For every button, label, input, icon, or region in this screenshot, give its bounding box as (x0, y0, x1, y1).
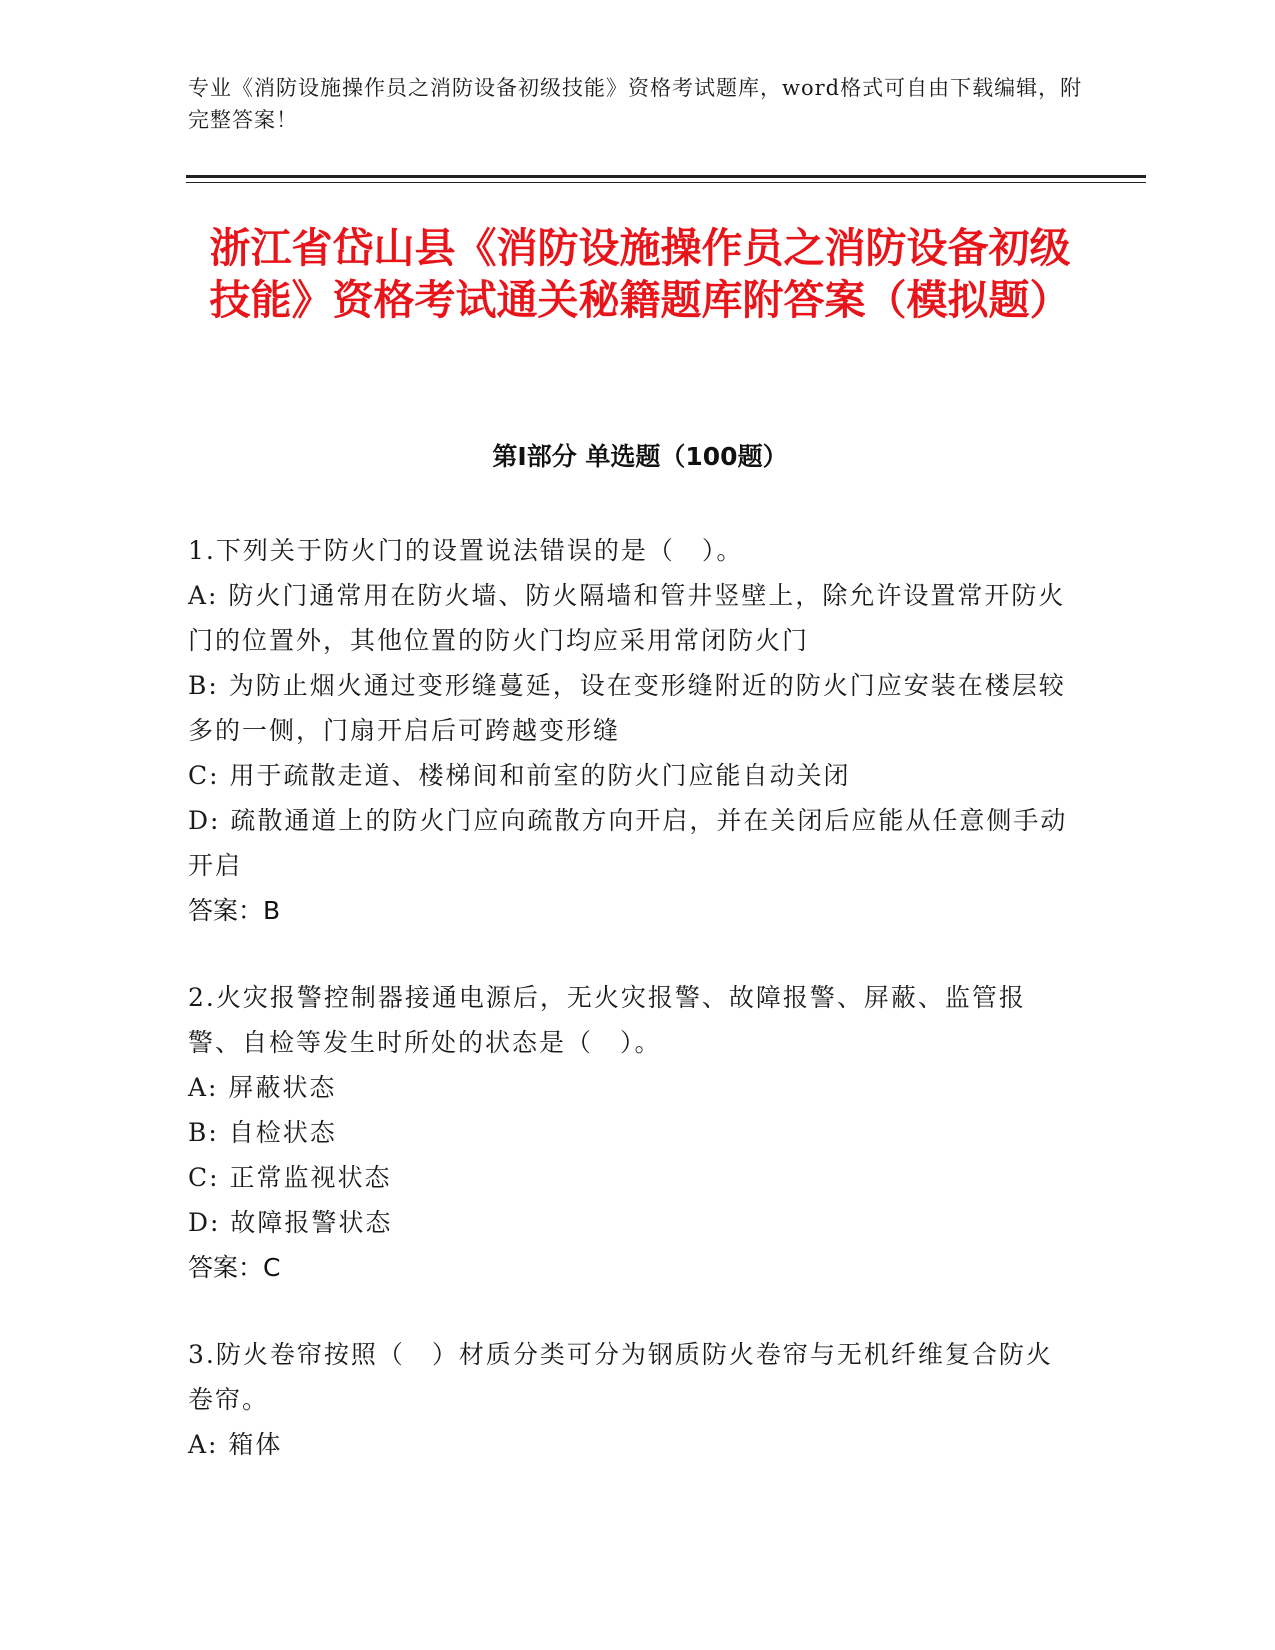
question-1 (188, 528, 1068, 933)
option-c: C: 正常监视状态 (188, 1163, 392, 1192)
option-d: D: 疏散通道上的防火门应向疏散方向开启，并在关闭后应能从任意侧手动开启 (188, 806, 1068, 880)
document-title: 浙江省岱山县《消防设施操作员之消防设备初级技能》资格考试通关秘籍题库附答案（模拟题） (209, 224, 1071, 324)
header-rule-thick (186, 175, 1146, 178)
question-3 (188, 1332, 1068, 1467)
option-a: A: 防火门通常用在防火墙、防火隔墙和管井竖壁上，除允许设置常开防火门的位置外，其他位置的防火门均应采用常闭防火门 (188, 581, 1066, 655)
header-note: 专业《消防设施操作员之消防设备初级技能》资格考试题库，word格式可自由下载编辑，附完整答案！ (188, 76, 1083, 132)
section-heading: 第I部分 单选题（100题） (492, 442, 788, 471)
option-a: A: 屏蔽状态 (188, 1073, 337, 1102)
header-rule-thin (186, 182, 1146, 183)
question-stem: 2.火灾报警控制器接通电源后，无火灾报警、故障报警、屏蔽、监管报警、自检等发生时所处的状态是（ ）。 (188, 983, 1026, 1057)
option-c: C: 用于疏散走道、楼梯间和前室的防火门应能自动关闭 (188, 761, 851, 790)
option-d: D: 故障报警状态 (188, 1208, 393, 1237)
question-list (188, 528, 1068, 1509)
question-stem: 1.下列关于防火门的设置说法错误的是（ ）。 (188, 536, 744, 565)
option-a: A: 箱体 (188, 1430, 283, 1459)
option-b: B: 自检状态 (188, 1118, 337, 1147)
answer-line: 答案：C (188, 1253, 281, 1282)
question-stem: 3.防火卷帘按照（ ）材质分类可分为钢质防火卷帘与无机纤维复合防火卷帘。 (188, 1340, 1053, 1414)
question-2 (188, 975, 1068, 1290)
option-b: B: 为防止烟火通过变形缝蔓延，设在变形缝附近的防火门应安装在楼层较多的一侧，门扇开启后可跨越变形缝 (188, 671, 1066, 745)
answer-line: 答案：B (188, 896, 281, 925)
